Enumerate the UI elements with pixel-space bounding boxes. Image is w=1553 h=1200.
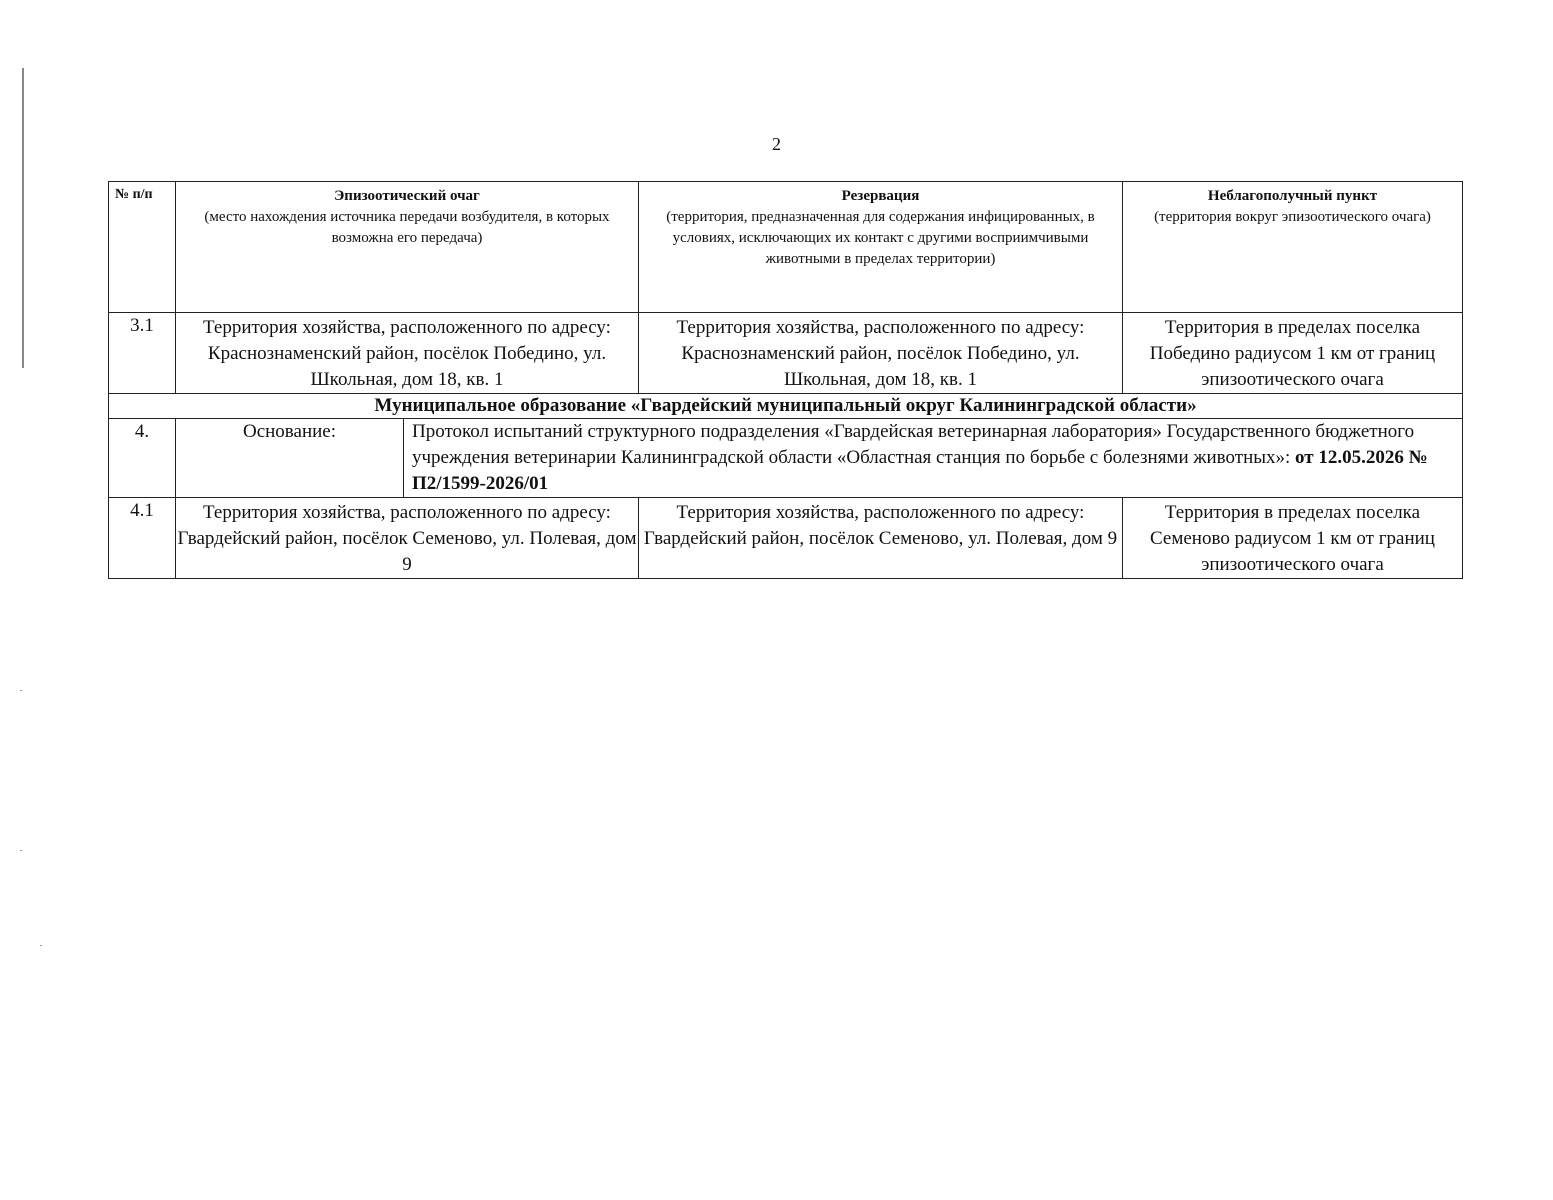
basis-text: Протокол испытаний структурного подразделения «Гвардейская ветеринарная лаборатория» Государственного бюджетного учреждения ветеринарии Калининградской области «Областная станция по борьбе с болезнями животных»:: [412, 421, 1415, 468]
row-unfavorable: Территория в пределах поселка Победино радиусом 1 км от границ эпизоотического очага: [1123, 313, 1463, 394]
row-focus: Территория хозяйства, расположенного по адресу: Гвардейский район, посёлок Семеново, ул. Полевая, дом 9: [176, 498, 639, 579]
row-reservation: Территория хозяйства, расположенного по адресу: Краснознаменский район, посёлок Победино, ул. Школьная, дом 18, кв. 1: [639, 313, 1123, 394]
row-num: 3.1: [109, 313, 176, 394]
basis-num: 4.: [109, 419, 176, 498]
basis-text-cell: [404, 419, 1463, 498]
scan-speck: [40, 945, 42, 946]
header-num: № п/п: [109, 182, 176, 313]
scan-margin-line: [22, 68, 24, 368]
row-reservation: Территория хозяйства, расположенного по адресу: Гвардейский район, посёлок Семеново, ул. Полевая, дом 9: [639, 498, 1123, 579]
basis-ref: от 12.05.2026 № П2/1599-2026/01: [412, 447, 1428, 494]
page-number: 2: [772, 134, 781, 154]
header-reservation: [639, 182, 1123, 313]
header-reservation-title: Резервация: [841, 188, 920, 204]
scan-speck: [20, 850, 22, 851]
row-num: 4.1: [109, 498, 176, 579]
header-focus: [176, 182, 639, 313]
basis-label: Основание:: [176, 419, 404, 498]
header-reservation-desc: (территория, предназначенная для содержания инфицированных, в условиях, исключающих их контакт с другими восприимчивыми животными в пределах территории): [666, 209, 1095, 267]
epizootic-table: [108, 181, 1463, 579]
header-unfavorable-desc: (территория вокруг эпизоотического очага): [1154, 209, 1431, 225]
section-title: Муниципальное образование «Гвардейский муниципальный округ Калининградской области»: [109, 394, 1463, 419]
table-row: [109, 313, 1463, 394]
table-row: [109, 498, 1463, 579]
section-row: [109, 394, 1463, 419]
header-focus-desc: (место нахождения источника передачи возбудителя, в которых возможна его передача): [204, 209, 610, 246]
row-focus: Территория хозяйства, расположенного по адресу: Краснознаменский район, посёлок Победино, ул. Школьная, дом 18, кв. 1: [176, 313, 639, 394]
row-unfavorable: Территория в пределах поселка Семеново радиусом 1 км от границ эпизоотического очага: [1123, 498, 1463, 579]
basis-row: [109, 419, 1463, 498]
header-unfavorable-title: Неблагополучный пункт: [1207, 188, 1378, 204]
header-focus-title: Эпизоотический очаг: [334, 188, 480, 204]
header-unfavorable: [1123, 182, 1463, 313]
scan-speck: [20, 690, 22, 691]
table-header-row: [109, 182, 1463, 313]
